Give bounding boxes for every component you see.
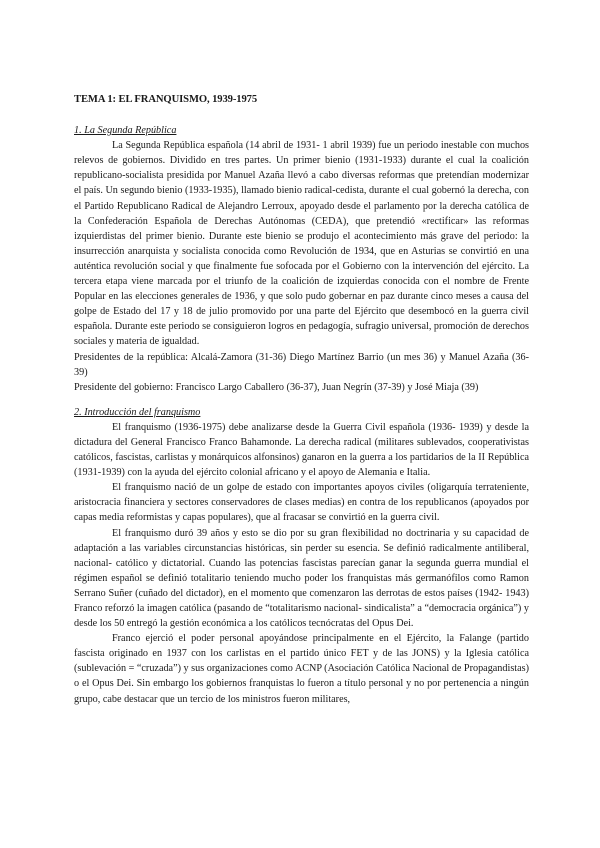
paragraph: La Segunda República española (14 abril de 1931- 1 abril 1939) fue un periodo inestable con muchos relevos de gobiernos. Dividido en tres partes. Un primer bienio (1931-1933) durante el cual la coalición republicano-socialista presidida por Manuel Azaña llevó a cabo diversas reformas que pretendían modernizar el país. Un segundo bienio (1933-1935), llamado bienio radical-cedista, durante el cual gobernó la derecha, con el Partido Republicano Radical de Alejandro Lerroux, apoyado desde el parlamento por la derecha católica de la Confederación Española de Derechas Autónomas (CEDA), que pretendió «rectificar» las reformas izquierdistas del primer bienio. Durante este bienio se produjo el acontecimiento más grave del periodo: la insurrección anarquista y socialista conocida como Revolución de 1934, que en Asturias se convirtió en una auténtica revolución social y que finalmente fue sofocada por el Gobierno con la intervención del ejército. La tercera etapa viene marcada por el triunfo de la coalición de izquierdas conocida con el nombre de Frente Popular en las elecciones generales de 1936, y que solo pudo gobernar en paz durante cinco meses a causa del golpe de Estado del 17 y 18 de julio promovido por una parte del Ejército que desembocó en la guerra civil española. Durante este periodo se consiguieron logros en pedagogía, sufragio universal, promoción de derechos sociales y materia de igualdad. <box>74 140 529 348</box>
paragraph: Presidente del gobierno: Francisco Largo Caballero (36-37), Juan Negrín (37-39) y José Miaja (39) <box>74 381 479 393</box>
paragraph: El franquismo (1936-1975) debe analizarse desde la Guerra Civil española (1936- 1939) y desde la dictadura del General Francisco Franco Bahamonde. La derecha radical (militares sublevados, cooperativistas católicos, fascistas, carlistas y monárquicos alfonsinos) ganaron en la guerra a los partidarios de la II República (1931-1939) con la ayuda del ejército colonial africano y el apoyo de Alemania e Italia. <box>74 421 529 479</box>
document-title: TEMA 1: EL FRANQUISMO, 1939-1975 <box>74 94 258 105</box>
paragraph: Franco ejerció el poder personal apoyándose principalmente en el Ejército, la Falange (partido fascista originado en 1937 con los carlistas en el partido único FET y de las JONS) y la Iglesia católica (sublevación = “cruzada”) y sus organizaciones como ACNP (Asociación Católica Nacional de Propagandistas) o el Opus Dei. Sin embargo los gobiernos franquistas lo fueron a título personal y no por pertenencia a ningún grupo, cabe destacar que un tercio de los ministros fueron militares, <box>74 633 529 705</box>
section-heading-segunda-republica: 1. La Segunda República <box>74 125 177 137</box>
section-gap <box>74 395 529 405</box>
paragraph: El franquismo nació de un golpe de estado con importantes apoyos civiles (oligarquía terrateniente, aristocracia financiera y sectores conservadores de clases medias) en contra de los republicanos (apoyados por capas media reformistas y capas populares), que al fracasar se convirtió en la guerra civil. <box>74 482 529 524</box>
paragraph: El franquismo duró 39 años y esto se dio por su gran flexibilidad no doctrinaria y su capacidad de adaptación a las variables circunstancias históricas, sin perder su esencia. Se definió radicalmente antiliberal, nacional- católico y dictatorial. Cuando las potencias fascistas parecían ganar la segunda guerra mundial el régimen español se definió totalitario teniendo mucho poder los franquistas más germanófilos como Ramon Serrano Suñer (cuñado del dictador), en el momento que comenzaron las derrotas de estos países (1942- 1943) Franco reforzó la imagen católica (pasando de “totalitarismo nacional- sindicalista” a “democracia orgánica”) y desde los 50 entregó la gestión económica a los católicos tecnócratas del Opus Dei. <box>74 527 529 630</box>
document-page <box>74 92 529 707</box>
paragraph: Presidentes de la república: Alcalá-Zamora (31-36) Diego Martínez Barrio (un mes 36) y Manuel Azaña (36-39) <box>74 351 529 378</box>
section-heading-introduccion-franquismo: 2. Introducción del franquismo <box>74 406 201 418</box>
